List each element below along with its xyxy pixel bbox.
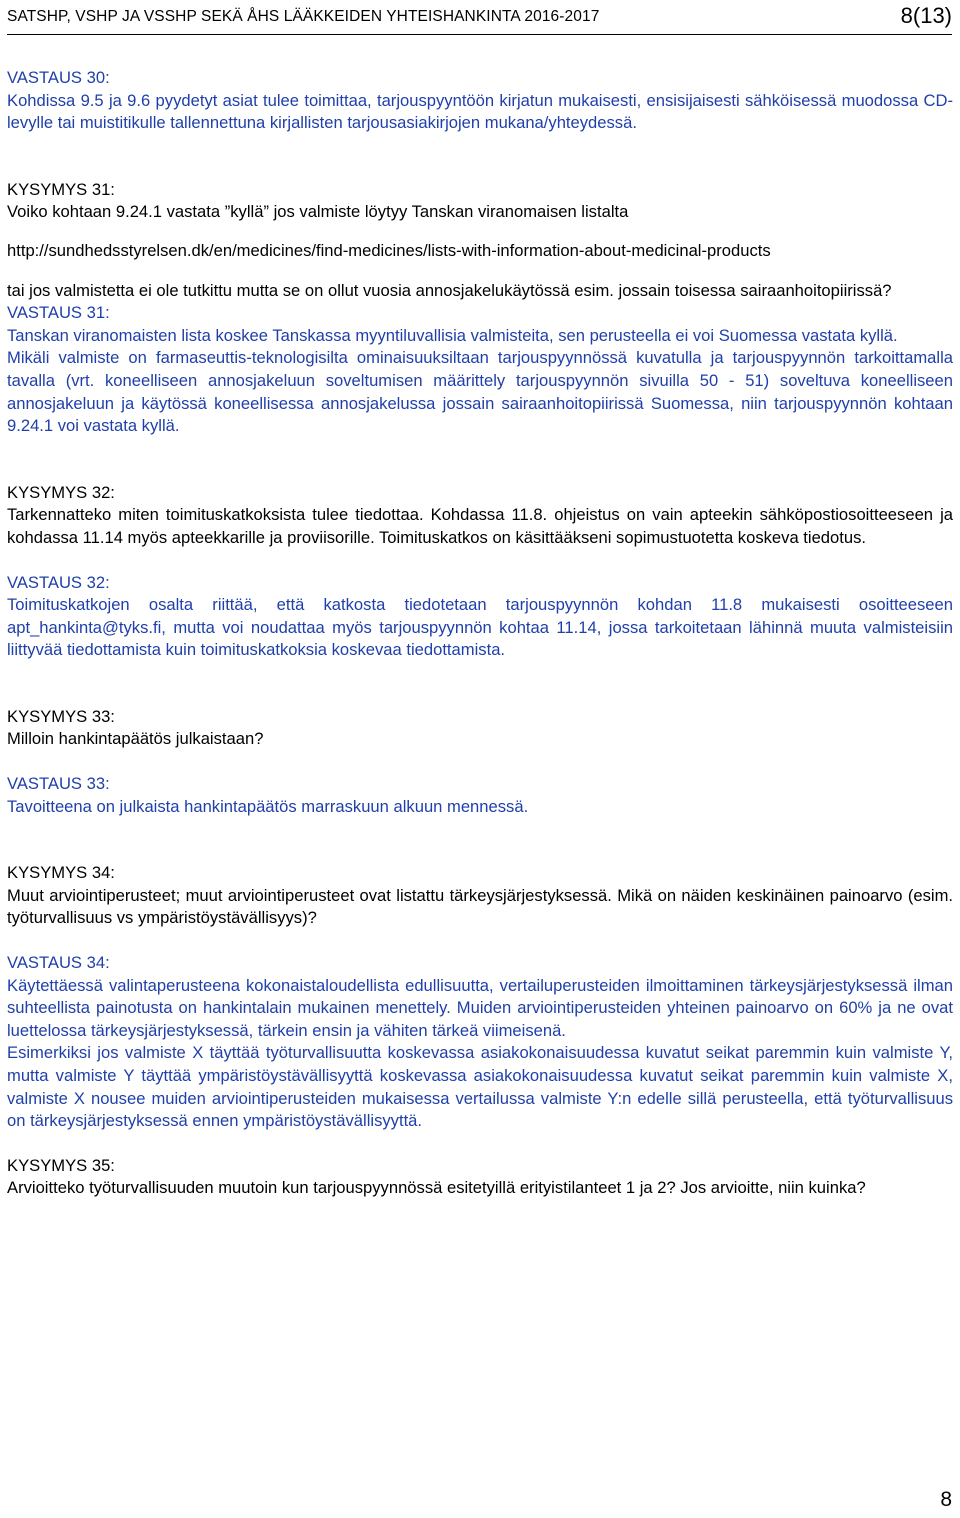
header-page-indicator: 8(13)	[900, 3, 952, 28]
header-divider	[7, 34, 952, 35]
spacer	[7, 1133, 953, 1155]
question-34-label: KYSYMYS 34:	[7, 863, 115, 883]
answer-30-label: VASTAUS 30:	[7, 68, 110, 87]
footer-page-number: 8	[940, 1488, 952, 1511]
spacer	[7, 550, 953, 572]
answer-33-label: VASTAUS 33:	[7, 774, 110, 794]
answer-31-text: Tanskan viranomaisten lista koskee Tanskassa myyntiluvallisia valmisteita, sen perusteella ei voi Suomessa vastata kyllä.	[7, 325, 898, 345]
answer-34-text-continued: Esimerkiksi jos valmiste X täyttää työturvallisuutta koskevassa asiakokonaisuudessa kuvatut seikat paremmin kuin valmiste Y, mutta valmiste Y täyttää ympäristöystävällisyyttä koskevassa asiakokonaisuudessa kuvatut seikat paremmin kuin valmiste X, valmiste X nousee muiden arviointiperusteiden mukaisessa vertailussa valmiste Y:n edelle sillä perusteella, että työturvallisuus on tärkeysjärjestyksessä ennen ympäristöystävällisyyttä.	[7, 1043, 953, 1131]
answer-31-label: VASTAUS 31:	[7, 303, 110, 323]
answer-32-text: Toimituskatkojen osalta riittää, että katkosta tiedotetaan tarjouspyynnön kohdan 11.8 mukaisesti osoitteeseen apt_hankinta@tyks.fi, mutta voi noudattaa myös tarjouspyynnön kohtaa 11.14, jossa tarkoitetaan lähinnä muuta valmisteisiin liittyvää tiedottamista kuin toimituskatkoksia koskevaa tiedottamista.	[7, 595, 953, 660]
answer-32-label: VASTAUS 32:	[7, 572, 110, 592]
page-header	[7, 4, 952, 28]
answer-34-label: VASTAUS 34:	[7, 953, 110, 973]
question-31-link[interactable]: http://sundhedsstyrelsen.dk/en/medicines/find-medicines/lists-with-information-about-medicinal-products	[7, 240, 771, 260]
document-body	[7, 67, 953, 1200]
spacer	[7, 662, 953, 706]
header-title: SATSHP, VSHP JA VSSHP SEKÄ ÅHS LÄÄKKEIDEN YHTEISHANKINTA 2016-2017	[7, 8, 600, 25]
question-32-text: Tarkennatteko miten toimituskatkoksista tulee tiedottaa. Kohdassa 11.8. ohjeistus on vain apteekin sähköpostiosoitteeseen ja kohdassa 11.14 myös apteekkarille ja proviisorille. Toimituskatkos on käsittääkseni sopimustuotetta koskeva tiedotus.	[7, 505, 953, 547]
answer-33-text: Tavoitteena on julkaista hankintapäätös marraskuun alkuun mennessä.	[7, 796, 529, 816]
question-31-label: KYSYMYS 31:	[7, 179, 115, 199]
question-35-label: KYSYMYS 35:	[7, 1155, 115, 1175]
question-34-text: Muut arviointiperusteet; muut arviointiperusteet ovat listattu tärkeysjärjestyksessä. Mikä on näiden keskinäinen painoarvo (esim. työturvallisuus vs ympäristöystävällisyys)?	[7, 885, 953, 928]
answer-30-text: Kohdissa 9.5 ja 9.6 pyydetyt asiat tulee toimittaa, tarjouspyyntöön kirjatun mukaisesti, ensisijaisesti sähköisessä muodossa CD-levylle tai muistitikulle tallennettuna kirjallisten tarjousasiakirjojen mukana/yhteydessä.	[7, 90, 953, 133]
answer-31-text-continued: Mikäli valmiste on farmaseuttis-teknologisilta ominaisuuksiltaan tarjouspyynnössä kuvatulla ja tarjouspyynnön tarkoittamalla tavalla (vrt. koneelliseen annosjakeluun soveltumisen määrittely tarjouspyynnön sivuilla 50 - 51) soveltuva koneelliseen annosjakeluun ja käytössä koneellisessa annosjakelussa jossain sairaanhoitopiirissä Suomessa, niin tarjouspyynnön kohtaan 9.24.1 voi vastata kyllä.	[7, 348, 953, 436]
spacer	[7, 930, 953, 952]
question-31-text: Voiko kohtaan 9.24.1 vastata ”kyllä” jos valmiste löytyy Tanskan viranomaisen listalta	[7, 202, 629, 222]
question-33-label: KYSYMYS 33:	[7, 706, 115, 726]
spacer	[7, 438, 953, 482]
question-31-text-continued: tai jos valmistetta ei ole tutkittu mutta se on ollut vuosia annosjakelukäytössä esim. jossain toisessa sairaanhoitopiirissä?	[7, 280, 892, 300]
spacer	[7, 135, 953, 179]
question-32-label: KYSYMYS 32:	[7, 482, 115, 502]
question-35-text: Arvioitteko työturvallisuuden muutoin kun tarjouspyynnössä esitetyillä erityistilanteet 1 ja 2? Jos arvioitte, niin kuinka?	[7, 1178, 866, 1198]
spacer	[7, 751, 953, 773]
answer-34-text: Käytettäessä valintaperusteena kokonaistaloudellista edullisuutta, vertailuperusteiden ilmoittaminen tärkeysjärjestyksessä ilman suhteellista painotusta on hankintalain mukainen menettely. Muiden arviointiperusteiden yhteinen painoarvo on 60% ja ne ovat luettelossa tärkeysjärjestyksessä, tärkein ensin ja vähiten tärkeä viimeisenä.	[7, 975, 953, 1040]
question-33-text: Milloin hankintapäätös julkaistaan?	[7, 729, 264, 749]
spacer	[7, 818, 953, 862]
